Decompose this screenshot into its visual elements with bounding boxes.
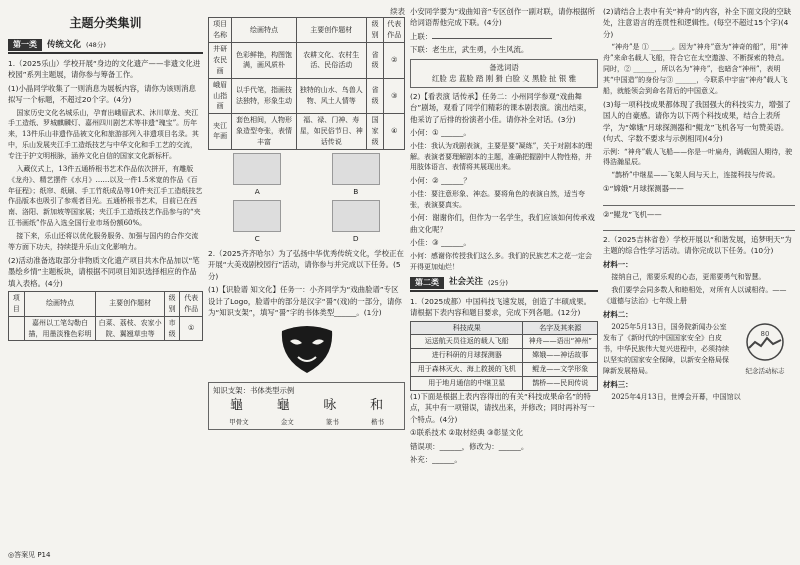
question-1-sub-1: (1)小晶同学收集了一则消息为展板内容，请你为该则消息拟写一个标题，不超过20个字。(4分) [8,83,196,105]
table-cell: 鹊桥——民间传说 [523,376,598,390]
table-row [209,78,405,114]
column-4 [603,6,795,405]
table-cell: 白菜、荔枝、农家小院、翼翘草虫等 [96,316,164,341]
table-cell: 用于森林灭火、海上救援的飞机 [411,363,523,377]
table-header: 代表作品 [180,292,203,317]
table-cell: 以手代笔，指画技法独特，形象生动 [232,78,296,114]
dialogue-line: 小何：感谢你传授我们这么多。我们的民族艺术之花一定会开得更加灿烂！ [410,251,592,271]
table-cell: 农耕文化、农村生活、民俗活动 [296,43,366,79]
painting-option[interactable] [233,200,281,244]
dialogue-line: 小佳：我认为戏剧表演，主要是要“凝练”，关于对剧本的理解。表演者要理解剧本的主题，准确把握剧中人物性格，并用肢体语言、表情将其展现出来。 [410,141,593,172]
question-3-sub-3: (3)每一项科技成果都体现了我国强大的科技实力，增强了国人的自豪感。请你为以下两个科技成果，结合上表所学，为“嫦娥”月球探测器和“鲲龙”飞机各写一句赞美语。(句式、字数不要求与示例相同)(4分) [603,99,791,144]
couplet-intro: 小安同学要为“戏曲知音”专区创作一副对联，请你根据所给词语帮他完成下联。(4分) [410,7,596,28]
tech-table [410,321,598,391]
section-header-1 [8,39,203,54]
table-header: 科技成果 [411,321,523,335]
table-cell: 市级 [164,316,180,341]
glyph-caption: 楷书 [370,417,384,426]
material-3-text: 2025年4月13日，世博会开幕，中国馆以 [611,393,741,402]
painting-images-row-1 [208,153,405,197]
table-cell: 省级 [366,78,384,114]
painting-option[interactable] [332,200,380,244]
column-2 [208,6,405,433]
word-bank-words: 红脸 忠 蓝脸 踏 刚 猾 白脸 义 黑脸 扯 银 雅 [431,74,577,84]
table-cell: 井研农民画 [209,43,232,79]
section-name: 传统文化 [47,39,82,50]
material-3-label: 材料三： [603,379,633,389]
table-header: 名字及其来源 [523,321,598,335]
answer-blank-3[interactable]: ③ [384,78,405,114]
table-cell: 省级 [366,43,384,79]
glyph-sample: 龜 [229,398,243,414]
word-bank [410,59,598,88]
news-paragraph-2: 入藏仪式上，13件五通桥根书艺术作品依次拼开，有雕版《龙舟》、精艺摆件《水月》……以及一件1.5米宽的作品《百年征程》；纸帘、纸刷、手工竹纸成品等10件夹江手工造纸技艺作品版本也吸引了参观者目光。五通桥根书艺术，目前已在西南、洛阳、新加坡等国家展；夹江手工造纸技艺作品参与的“夹江书画纸”作品入选全国行业市场份额60%。 [8,164,203,228]
table-header: 主要创作题材 [96,292,164,317]
knowledge-scaffold [208,382,405,430]
answer-line-chang-e[interactable]: ①“嫦娥”月球探测器—— [603,184,684,194]
options-line: ①联系技术 ②取材经典 ③彰显文化 [410,428,524,438]
section-name: 社会关注 [449,277,484,288]
glyph-caption: 金文 [280,417,294,426]
table-header: 级别 [366,18,384,43]
table-header: 级别 [164,292,180,317]
answer-blank-1[interactable]: ① [180,316,203,341]
supplement-answer-line[interactable]: 补充：______。 [410,455,462,465]
couplet-upper[interactable] [410,31,598,42]
opera-mask-logo [208,323,405,378]
option-label: B [353,186,359,196]
question-2-sub-1: (1)【识脸谱 知文化】任务一：小齐同学为“戏曲脸谱”专区设计了Logo，脸谱中的部分是汉字“䛐”(戏)的一部分，请你为“知识支架”，填写“䛐”字的书体类型______。(1分) [208,285,402,318]
dialogue-line[interactable]: 小何：① ______。 [410,128,471,138]
glyph-sample: 和 [370,398,384,414]
painting-image [233,200,281,232]
table-cell: 色彩鲜艳，构图饱满，画风质朴 [232,43,296,79]
table-header: 项目名称 [209,18,232,43]
option-label: A [254,186,260,196]
glyph-caption: 甲骨文 [229,417,249,426]
dialogue-line: 小何：谢谢你们，但作为一名学生，我们应该如何传承戏曲文化呢？ [410,213,595,234]
table-row [411,335,598,349]
table-cell: 套色相间，人物形象造型夸张，表情丰富 [232,114,296,150]
glyph-caption: 篆书 [325,417,339,426]
material-1-source: 我们要学会同多数人和睦相处，对所有人以诚相待。——《道德与法治》七年级上册 [603,286,787,306]
table-cell: 国家级 [366,114,384,150]
table-cell: 运送航天员往返的载人飞船 [411,335,523,349]
word-bank-title: 备选词语 [489,62,519,72]
couplet-lower: 下联：老生庄，武生勇，小生风流。 [410,45,529,55]
question-3-head: 1.（2025成都）中国科技飞速发展，创造了丰硕成果。请根据下表内容和题目要求，完成下列各题。(12分) [410,296,592,318]
table-row [209,43,405,79]
answer-line-kunlong[interactable]: ②“鲲龙”飞机—— [603,209,662,219]
section-tag: 第一类 [8,39,42,51]
painting-image [332,153,380,185]
table-cell: 峨眉山指画 [209,78,232,114]
option-label: C [254,234,260,244]
great-wall-icon [737,322,793,362]
dialogue-line[interactable]: 小何：② ______？ [410,176,471,186]
question-1-head: 1.（2025乐山）学校开展“身边的文化遗产——非遗文化进校园”系列主题展，请你参与筹备工作。 [8,58,201,80]
dialogue-line: 小佳：要注意形象、神态。要将角色的表演自然，适当夸张，表演要真实。 [410,189,585,209]
table-row [209,114,405,150]
commemoration-badge [735,322,795,378]
table-header: 绘画特点 [232,18,296,43]
table-continued-label: 续表 [390,7,405,16]
example-line-2: “鹊桥”中继星——飞架人间与天上，连接科技与传说。 [611,171,780,180]
material-1-label: 材料一： [603,259,633,269]
answer-blank-4[interactable]: ④ [384,114,405,150]
table-cell: 鲲龙——文学形象 [523,363,598,377]
table-header: 主要创作题材 [296,18,366,43]
table-cell: 神舟——语出“神州” [523,335,598,349]
table-row [411,376,598,390]
column-3 [410,6,598,468]
question-2-head: 2.（2025齐齐哈尔）为了弘扬中华优秀传统文化，学校正在开展“大美戏剧校园行”活动，请你参与并完成以下任务。(5分) [208,248,404,281]
badge-caption: 纪念活动标志 [745,366,785,375]
column-1 [8,6,203,341]
dialogue-line[interactable]: 小佳：③ ______。 [410,238,471,248]
error-answer-line[interactable]: 错误项：______，修改为：______。 [410,441,529,451]
table-cell: 独特的山水、鸟兽人物、风土人情等 [296,78,366,114]
glyph-sample: 咏 [323,398,337,414]
answer-reference: ◎答案见 P14 [8,551,51,560]
painting-image [233,153,281,185]
opera-mask-icon [272,323,342,375]
table-row [411,349,598,363]
table-cell: 进行科研的月球探测器 [411,349,523,363]
answer-blank-2[interactable]: ② [384,43,405,79]
news-paragraph-1: 国家历史文化名城乐山，孕育出峨眉武术、沐川草龙、夹江手工造纸、罗城麒麟灯、嘉州四川剧艺术等非遗“瑰宝”。历年来，13件乐山非遗作品被文化和旅游部列入非遗项目名录。其中，乐山发展夹江手工造纸技艺与中华文化和手工艺的交流，专注于护文明根脉，涵养文化自信的国家文化新标杆。 [8,108,199,161]
table-header: 代表作品 [384,18,405,43]
table-header: 绘画特点 [24,292,96,317]
table-cell: 福、禄、门神、寿星，如民俗节日、神话传说 [296,114,366,150]
svg-text:80: 80 [760,330,770,339]
example-line: 示例：“神舟”载人飞船——你是一叶扁舟，满载国人期待，驶得浩瀚星辰。 [603,147,793,167]
table-cell: 用于地月通信的中继卫星 [411,376,523,390]
answer-underline[interactable] [603,222,795,231]
table-header: 项目 [9,292,25,317]
painting-option[interactable] [233,153,281,197]
section-score: (48分) [86,41,106,50]
answer-underline[interactable] [603,197,795,206]
material-1-text: 接纳自己，需要乐观的心态，更需要勇气和智慧。 [611,273,766,282]
painting-table-part2 [208,17,405,149]
painting-images-row-2 [208,200,405,244]
material-2-text: 2025年5月13日，国务院新闻办公室发布了《新时代的中国国家安全》白皮书，中华民族伟大复兴进程中，必须持续以坚实的国家安全保障，以新安全格局保障新发展格局。 [603,323,729,375]
table-cell [9,316,25,341]
option-label: D [352,234,359,244]
painting-option[interactable] [332,153,380,197]
page-title: 主题分类集训 [69,16,142,30]
couplet-upper-label: 上联： [410,31,433,41]
painting-table-part1 [8,291,203,341]
material-2-label: 材料二： [603,309,633,319]
section-score: (25分) [488,279,508,288]
question-3-sub-2: (2)请结合上表中有关“神舟”的内容，补全下面文段的空缺处，注意语言的连贯性和逻辑性。(每空不超过15个字)(4分) [603,7,792,39]
fill-passage[interactable]: “神舟”是 ① ______。因为“神舟”意为“神奇的船”，用“神舟”来命名载人飞船，符合它在太空遨游、不断探索的特点。同时，② ______，所以名为“神舟”，也暗含“神州”，表明其“中国造”的身份与③ ______，今联系中宇宙“神舟”载人飞船，就能领会到命名背后的中国意义。 [603,43,789,95]
table-cell: 夹江年画 [209,114,232,150]
news-paragraph-3: 接下来，乐山还将以优化服务服务、加强与国内的合作交流等方面下功夫，持续提升乐山文化影响力。 [8,231,199,251]
knowledge-scaffold-title: 知识支架：书体类型示例 [213,385,295,395]
question-1-sub-2: (2)活动准备选取部分非物质文化遗产项目共木作品加以“笔墨绘乡情”主题板块，请根据不同项目知识选择相应的作品填入表格。(4分) [8,255,200,288]
question-4-head: 2.（2025吉林省卷）学校开展以“和谐发展，追梦明天”为主题的综合性学习活动。请你完成以下任务。(10分) [603,234,792,256]
table-row [411,363,598,377]
question-2-sub-2: (2)【看表演 话传承】任务二：小州同学参观“戏曲舞台”剧场，观看了同学们精彩的课本剧表演。演出结束，他采访了后排的扮演者小佳。请你补全对话。(3分) [410,91,592,124]
table-cell: 嘉州以工笔勾勒白描，用墨淡雅色彩明 [24,316,96,341]
section-header-2 [410,276,598,291]
question-3-sub-1: (1)下面是根据上表内容得出的有关“科技成果命名”的特点，其中有一项错误，请找出来，并修改；同时再补写一个特点。(4分) [410,391,595,424]
glyph-sample: 龜 [276,398,290,414]
table-cell: 嫦娥——神话故事 [523,349,598,363]
painting-image [332,200,380,232]
section-tag: 第二类 [410,277,444,289]
